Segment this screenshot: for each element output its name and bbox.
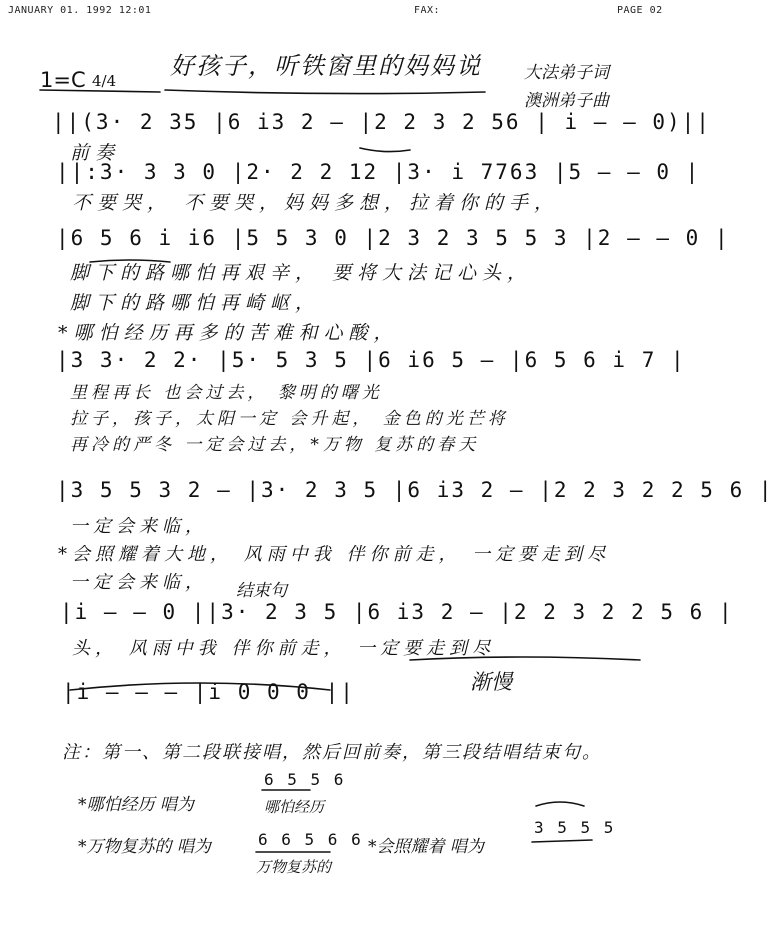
lyrics-line-3b: 脚下的路哪怕再崎岖， bbox=[70, 292, 321, 314]
footnote-3-underline bbox=[532, 840, 592, 842]
footnote-3-notation: 3 5 5 5 bbox=[534, 818, 616, 837]
intro-slur bbox=[360, 148, 410, 152]
notation-line-4: |3 3· 2 2· |5· 5 3 5 |6 i6 5 — |6 5 6 i 7 | bbox=[56, 348, 686, 372]
lyrics-line-4b: 拉子，孩子，太阳一定 会升起， 金色的光芒将 bbox=[70, 409, 509, 429]
footnote-3-slur bbox=[536, 802, 584, 806]
footnote-2-lyric: 万物复苏的 bbox=[256, 858, 332, 876]
footnote-1-text: *哪怕经历 唱为 bbox=[78, 795, 194, 815]
footnote-1-notation: 6 5 5 6 bbox=[264, 770, 346, 789]
coda-label: 结束句 bbox=[236, 581, 287, 601]
time-signature: 4/4 bbox=[92, 72, 117, 90]
footnote-3-text: *会照耀着 唱为 bbox=[368, 837, 484, 857]
notation-line-3: |6 5 6 i i6 |5 5 3 0 |2 3 2 3 5 5 3 |2 — — 0 | bbox=[56, 226, 730, 250]
lyrics-line-5c: 一定会来临， bbox=[70, 572, 208, 593]
fax-header bbox=[0, 0, 700, 22]
lyrics-line-2: 不要哭， 不要哭，妈妈多想，拉着你的手， bbox=[72, 192, 560, 214]
tempo-marking: 渐慢 bbox=[470, 670, 512, 694]
notation-line-1: ||(3· 2 35 |6 i3 2 — |2 2 3 2 56 | i — — 0)|| bbox=[52, 110, 711, 134]
footnote-main: 注：第一、第二段联接唱，然后回前奏，第三段结唱结束句。 bbox=[62, 742, 602, 763]
lyrics-line-4c: 再冷的严冬 一定会过去，*万物 复苏的春天 bbox=[70, 435, 480, 455]
composer-credit: 澳洲弟子曲 bbox=[524, 91, 609, 111]
notation-line-6: |i — — 0 ||3· 2 3 5 |6 i3 2 — |2 2 3 2 2 5 6 | bbox=[60, 600, 734, 624]
footnote-2-text: *万物复苏的 唱为 bbox=[78, 837, 211, 857]
notation-line-7: |i — — — |i 0 0 0 || bbox=[62, 680, 355, 704]
fax-page-number: PAGE 02 bbox=[617, 5, 663, 16]
fax-label: FAX: bbox=[414, 5, 441, 16]
notation-line-2: ||:3· 3 3 0 |2· 2 2 12 |3· i 7763 |5 — — 0 | bbox=[56, 160, 701, 184]
lyricist-credit: 大法弟子词 bbox=[524, 63, 609, 83]
footnote-2-notation: 6 6 5 6 6 bbox=[258, 830, 363, 849]
lyrics-line-6: 头， 风雨中我 伴你前走， 一定要走到尽 bbox=[72, 638, 496, 659]
fax-date-time: JANUARY 01. 1992 12:01 bbox=[8, 5, 152, 16]
lyrics-line-4a: 里程再长 也会过去， 黎明的曙光 bbox=[70, 383, 383, 403]
title-underline bbox=[165, 90, 485, 94]
notation-line-5: |3 5 5 3 2 — |3· 2 3 5 |6 i3 2 — |2 2 3 2 2 5 6 | bbox=[56, 478, 774, 502]
lyrics-line-3c: *哪怕经历再多的苦难和心酸， bbox=[58, 322, 399, 344]
lyrics-line-5b: *会照耀着大地， 风雨中我 伴你前走， 一定要走到尽 bbox=[58, 544, 611, 565]
lyrics-line-1: 前奏 bbox=[70, 142, 121, 164]
lyrics-line-5a: 一定会来临， bbox=[70, 516, 208, 537]
footnote-1-lyric: 哪怕经历 bbox=[264, 798, 325, 816]
song-title: 好孩子，听铁窗里的妈妈说 bbox=[170, 52, 482, 80]
lyrics-line-3a: 脚下的路哪怕再艰辛， 要将大法记心头， bbox=[70, 262, 533, 284]
key-signature: 1=C bbox=[40, 68, 86, 92]
